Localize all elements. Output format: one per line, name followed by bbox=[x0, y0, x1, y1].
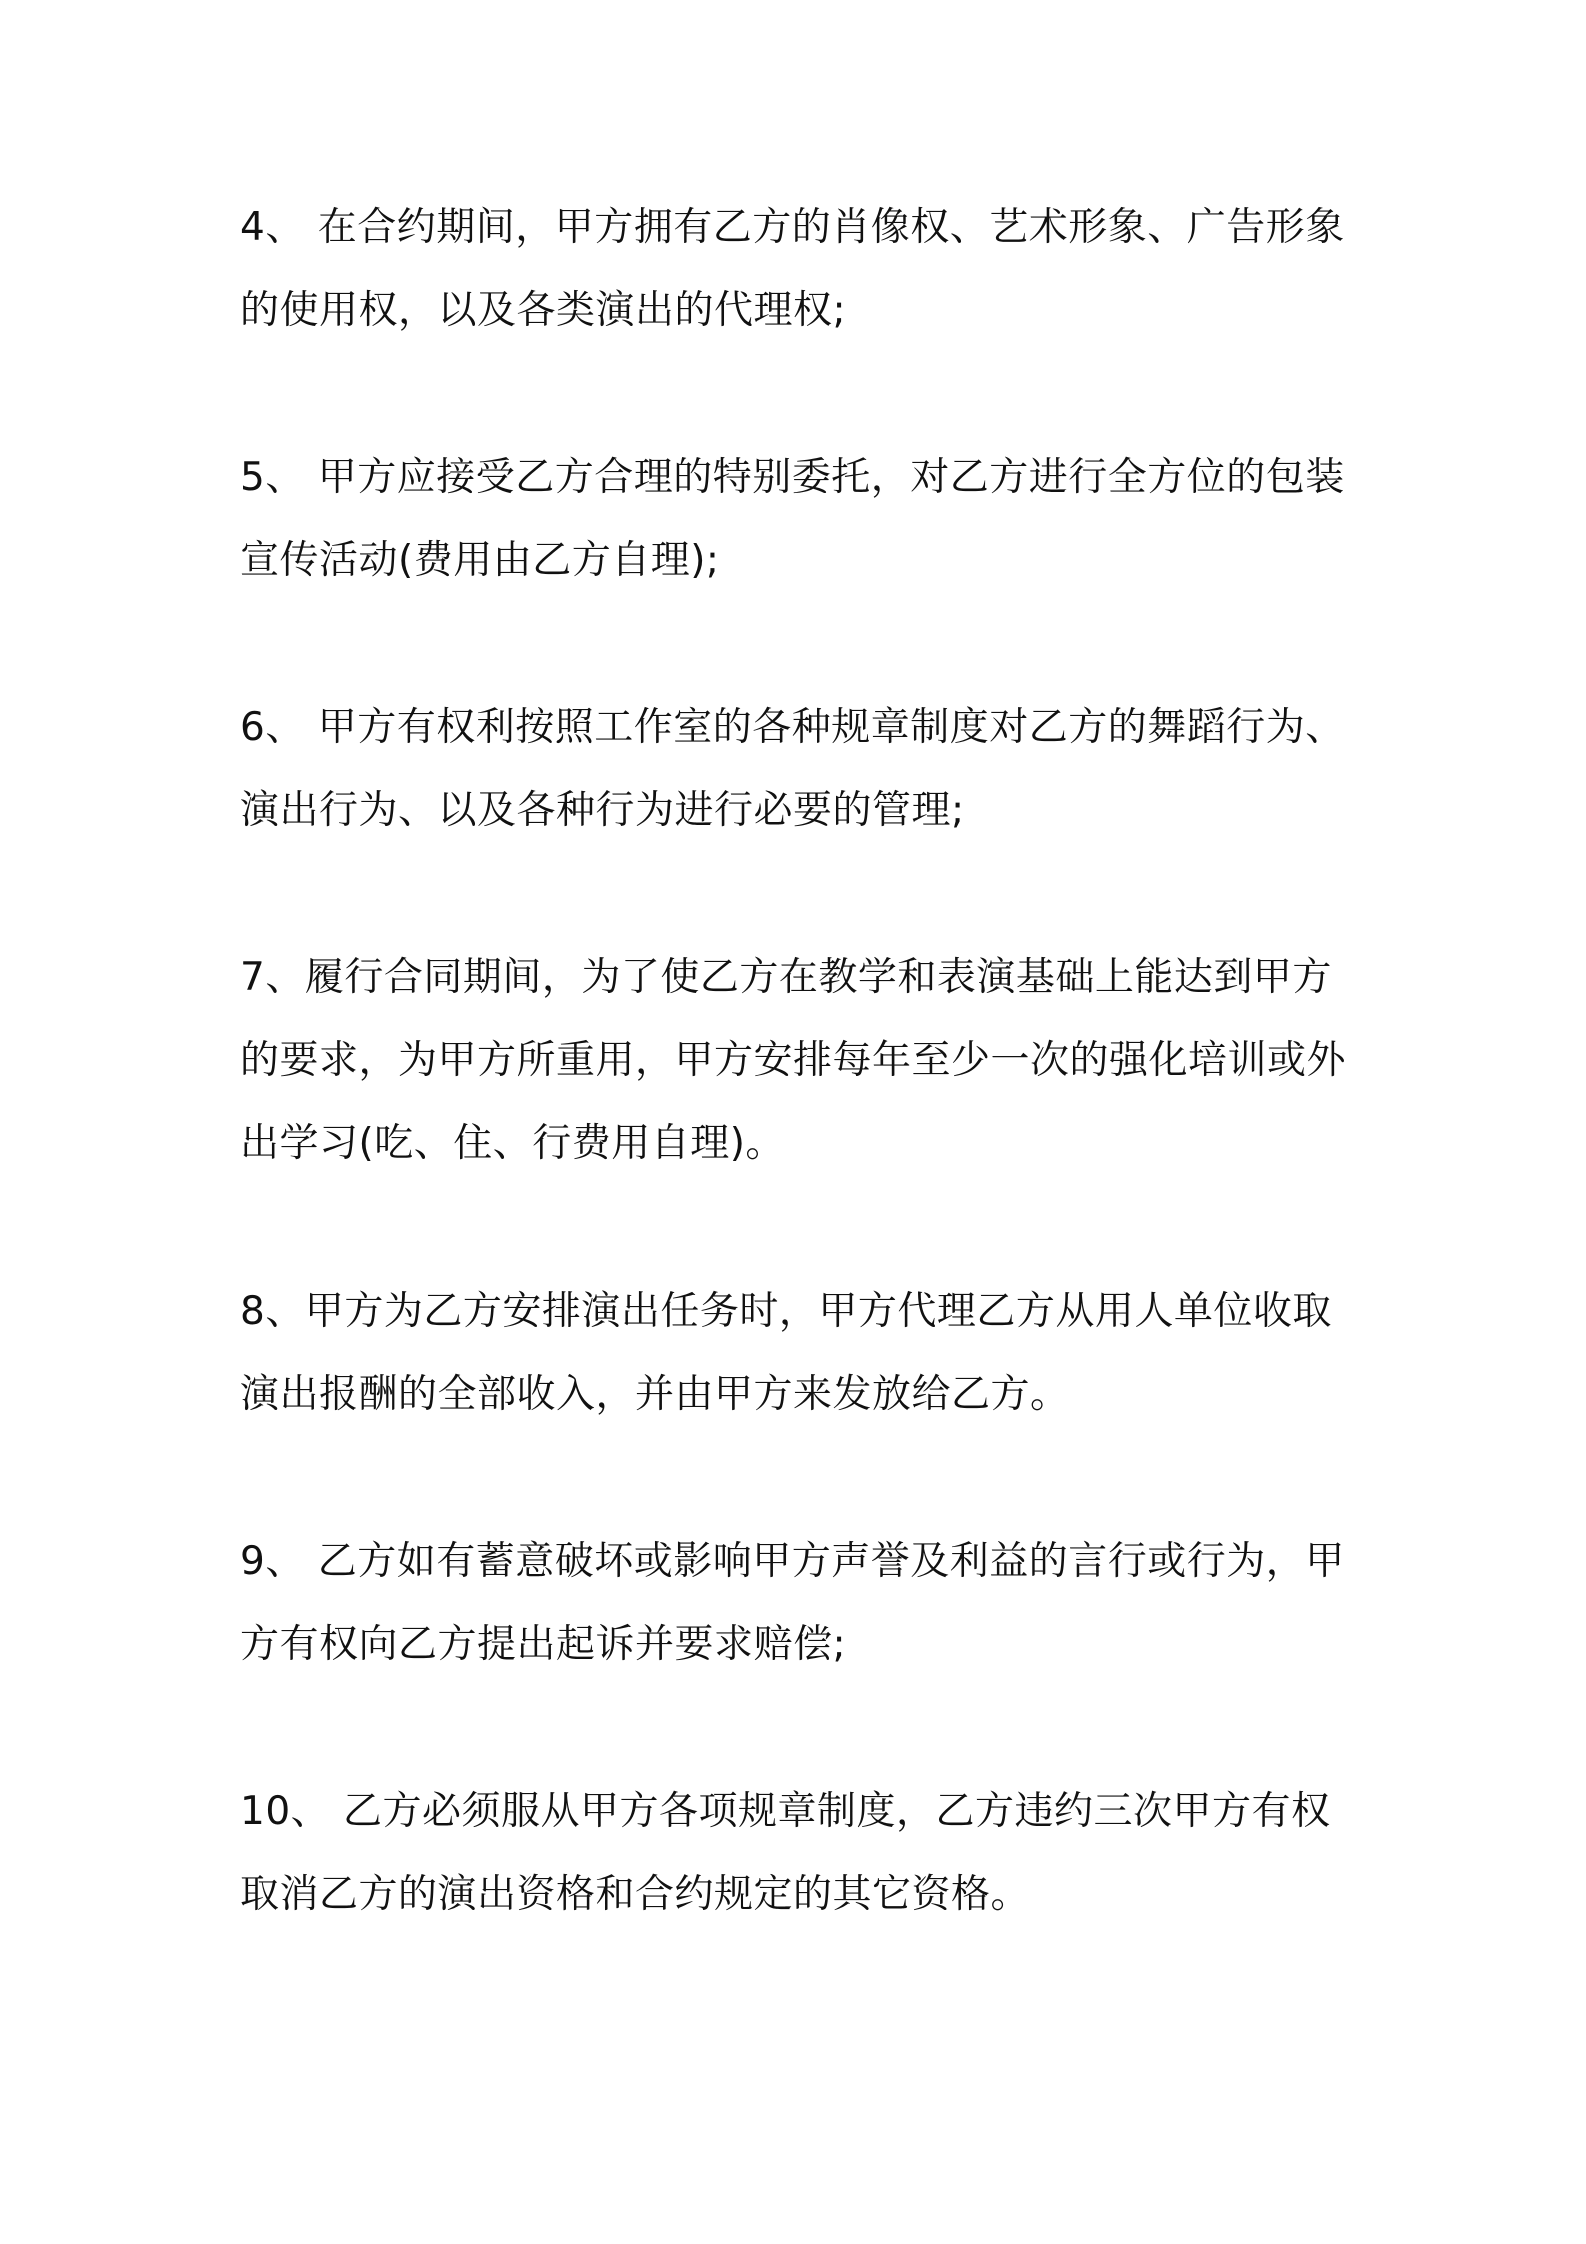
clause-6-line-1: 6、 甲方有权利按照工作室的各种规章制度对乙方的舞蹈行为、 bbox=[240, 705, 1345, 750]
clause-8-line-1: 8、甲方为乙方安排演出任务时，甲方代理乙方从用人单位收取 bbox=[240, 1289, 1332, 1334]
clause-4 bbox=[240, 186, 1360, 352]
clause-6-line-2: 演出行为、以及各种行为进行必要的管理; bbox=[240, 788, 965, 833]
clause-4-line-2: 的使用权，以及各类演出的代理权; bbox=[240, 288, 847, 333]
clause-5-line-1: 5、 甲方应接受乙方合理的特别委托，对乙方进行全方位的包装 bbox=[240, 455, 1345, 500]
clause-9-line-1: 9、 乙方如有蓄意破坏或影响甲方声誉及利益的言行或行为，甲 bbox=[240, 1539, 1345, 1584]
clause-4-line-1: 4、 在合约期间，甲方拥有乙方的肖像权、艺术形象、广告形象 bbox=[240, 205, 1345, 250]
clause-5-line-2: 宣传活动(费用由乙方自理); bbox=[240, 538, 720, 583]
clause-7-line-3: 出学习(吃、住、行费用自理)。 bbox=[240, 1121, 785, 1166]
clause-10-line-1: 10、 乙方必须服从甲方各项规章制度，乙方违约三次甲方有权 bbox=[240, 1789, 1331, 1834]
clause-10-line-2: 取消乙方的演出资格和合约规定的其它资格。 bbox=[240, 1872, 1031, 1917]
clause-7 bbox=[240, 936, 1360, 1185]
clause-7-line-1: 7、履行合同期间，为了使乙方在教学和表演基础上能达到甲方 bbox=[240, 955, 1332, 1000]
clause-7-line-2: 的要求，为甲方所重用，甲方安排每年至少一次的强化培训或外 bbox=[240, 1038, 1347, 1083]
clause-9 bbox=[240, 1520, 1360, 1686]
clause-8-line-2: 演出报酬的全部收入，并由甲方来发放给乙方。 bbox=[240, 1372, 1070, 1417]
clause-6 bbox=[240, 686, 1360, 852]
clause-8 bbox=[240, 1270, 1360, 1436]
clause-5 bbox=[240, 436, 1360, 602]
clause-9-line-2: 方有权向乙方提出起诉并要求赔偿; bbox=[240, 1622, 847, 1667]
clause-10 bbox=[240, 1770, 1360, 1936]
